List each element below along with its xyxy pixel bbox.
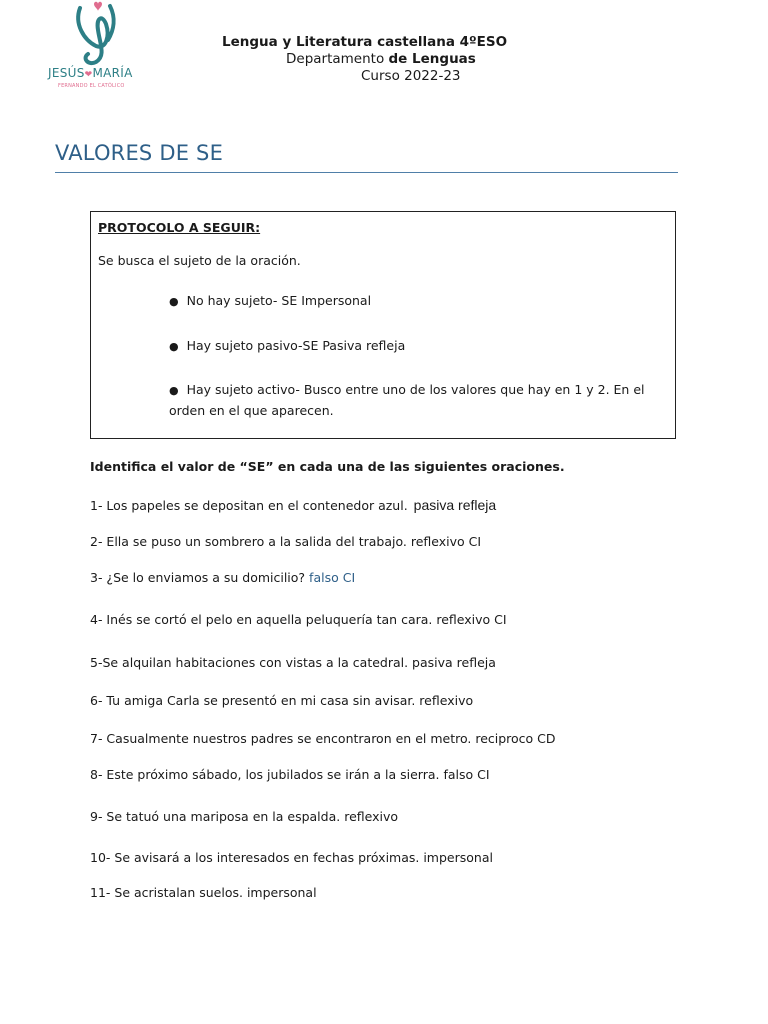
logo-brand: JESÚS❤MARÍA <box>48 66 133 80</box>
answer-text: pasiva refleja <box>413 497 497 513</box>
logo-mark-icon <box>66 0 130 66</box>
exercise-sentence: 10- Se avisará a los interesados en fechas próximas. impersonal <box>90 850 493 865</box>
course-year: Curso 2022-23 <box>361 68 461 84</box>
bullet-icon: ● <box>169 340 179 353</box>
exercise-sentence: 11- Se acristalan suelos. impersonal <box>90 885 317 900</box>
answer-text: falso CI <box>309 570 356 585</box>
protocol-heading: PROTOCOLO A SEGUIR: <box>98 220 261 235</box>
exercise-sentence: 4- Inés se cortó el pelo en aquella peluquería tan cara. reflexivo CI <box>90 612 507 627</box>
exercise-sentence: 3- ¿Se lo enviamos a su domicilio? falso CI <box>90 570 356 585</box>
document-title: VALORES DE SE <box>55 141 224 165</box>
heart-icon: ❤ <box>84 70 93 80</box>
bullet-icon: ● <box>169 384 179 397</box>
protocol-bullet: ● No hay sujeto- SE Impersonal <box>169 293 372 308</box>
exercise-sentence: 2- Ella se puso un sombrero a la salida del trabajo. reflexivo CI <box>90 534 482 549</box>
exercise-sentence: 7- Casualmente nuestros padres se encontraron en el metro. reciproco CD <box>90 731 556 746</box>
department-line: Departamento de Lenguas <box>286 51 476 67</box>
exercise-sentence: 8- Este próximo sábado, los jubilados se irán a la sierra. falso CI <box>90 767 490 782</box>
exercise-sentence: 5-Se alquilan habitaciones con vistas a la catedral. pasiva refleja <box>90 655 496 670</box>
protocol-bullet: ● Hay sujeto activo- Busco entre uno de los valores que hay en 1 y 2. En el orden en el que aparecen. <box>169 382 645 418</box>
exercise-sentence: 1- Los papeles se depositan en el contenedor azul. pasiva refleja <box>90 497 497 513</box>
protocol-bullet: ● Hay sujeto pasivo-SE Pasiva refleja <box>169 338 406 353</box>
bullet-icon: ● <box>169 295 179 308</box>
subject-title: Lengua y Literatura castellana 4ºESO <box>222 34 508 50</box>
title-divider <box>55 172 678 173</box>
exercise-sentence: 9- Se tatuó una mariposa en la espalda. reflexivo <box>90 809 399 824</box>
exercise-sentence: 6- Tu amiga Carla se presentó en mi casa sin avisar. reflexivo <box>90 693 474 708</box>
protocol-box <box>90 211 676 439</box>
exercise-instructions: Identifica el valor de “SE” en cada una de las siguientes oraciones. <box>90 459 565 474</box>
school-logo <box>44 0 144 92</box>
logo-subtitle: FERNANDO EL CATÓLICO <box>58 83 125 89</box>
protocol-intro: Se busca el sujeto de la oración. <box>98 253 301 268</box>
